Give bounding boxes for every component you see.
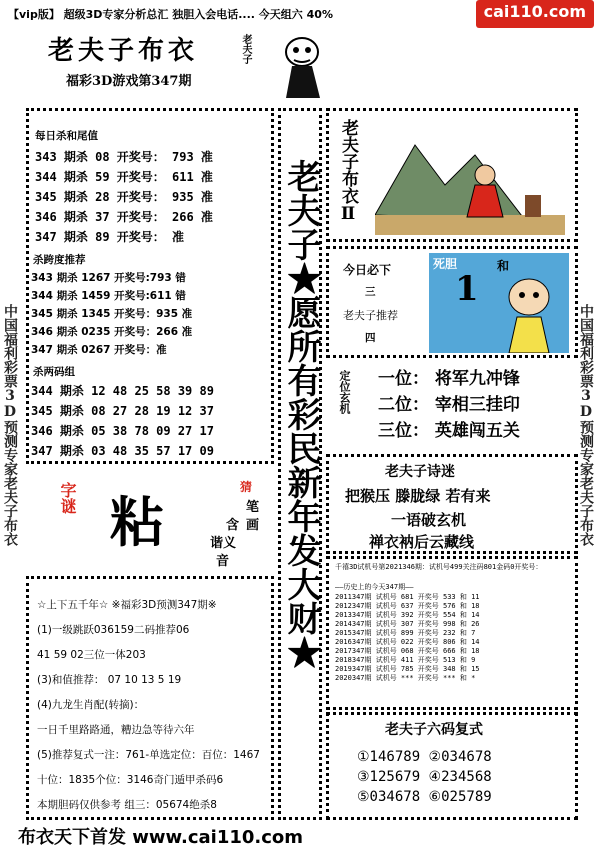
table-row: 2017347期 试机号 068 开奖号 666 和 18 [335,647,480,655]
daily-kill-list [35,147,213,247]
list-item: ①146789 ②034678 [357,749,492,765]
riddle-left-text: 字谜 [58,482,77,514]
list-item: 三位： 英雄闯五关 [378,421,520,441]
today-label: 今日必下 [343,263,392,277]
riddle-big-char: 粘 [110,490,164,554]
site-logo[interactable]: cai110.com [476,0,594,28]
list-item: 41 59 02三位一体203 [37,649,146,661]
list-item: 347 期杀 03 48 35 57 17 09 [31,444,214,458]
rec-label: 老夫子推荐 [343,309,398,322]
list-item: 346 期杀 0235 开奖号：266 准 [31,326,193,338]
list-item: ③125679 ④234568 [357,769,492,785]
list-item: (5)推荐复式一注：761-单选定位：百位：1467 [37,749,260,761]
poem-line-3: 禅衣衲后云藏线 [369,533,475,551]
table-row: 2019347期 试机号 785 开奖号 348 和 15 [335,665,480,673]
list-item: 345 期杀 1345 开奖号：935 准 [31,308,193,320]
list-item: 二位： 宰相三挂印 [378,395,520,415]
forecast-box [26,576,274,820]
positions-box [326,362,578,452]
six-code-list [357,747,492,807]
comic-illustration [375,125,565,235]
comic-panel [326,108,578,242]
list-item: (1)一级跳跃036159二码推荐06 [37,624,190,636]
positions-label: 定位玄机 [338,370,351,414]
two-code-list [31,381,214,461]
six-code-title: 老夫子六码复式 [385,722,483,738]
footer-text: 布衣天下首发 www.cai110.com [18,827,304,848]
table-row: 2013347期 试机号 392 开奖号 554 和 14 [335,611,480,619]
history-list [335,593,480,683]
badge-number: 1 [455,269,479,309]
left-side-text: 中国福利彩票3D预测专家老夫子布衣 [2,304,18,546]
list-item: 一日千里路路通，糟边急等待六年 [37,724,195,736]
two-code-heading: 杀两码组 [33,366,75,378]
riddle-hint: 猜 笔 画 含 谐义 音 [210,480,260,569]
list-item: 一位： 将军九冲锋 [378,369,520,389]
riddle-box [26,468,274,572]
left-stats-box [26,108,274,464]
six-code-box [326,712,578,820]
positions-list [378,366,520,444]
list-item: 345 期杀 08 27 28 19 12 37 [31,404,214,418]
poem-title: 老夫子诗迷 [385,464,455,480]
table-row: 2011347期 试机号 681 开奖号 533 和 11 [335,593,480,601]
right-side-text: 中国福利彩票3D预测专家老夫子布衣 [578,304,594,546]
history-box [326,556,578,710]
list-item: 344 期杀 1459 开奖号:611 错 [31,290,186,302]
cartoon-portrait [272,28,328,100]
table-row: 2016347期 试机号 022 开奖号 806 和 14 [335,638,480,646]
list-item: 343 期杀 08 开奖号： 793 准 [35,150,213,164]
span-list [31,269,192,359]
span-heading: 杀跨度推荐 [33,254,86,266]
center-slogan-box [278,108,322,820]
must-down-box [326,246,578,358]
badge-illustration [429,253,569,353]
list-item: 346 期杀 05 38 78 09 27 17 [31,424,214,438]
table-row: 2014347期 试机号 307 开奖号 998 和 26 [335,620,480,628]
poem-line-1: 把猴压 滕胧绿 若有来 [345,487,491,505]
brand-title: 老夫子布衣 [48,36,199,66]
table-row: 2018347期 试机号 411 开奖号 513 和 9 [335,656,476,664]
daily-kill-heading: 每日杀和尾值 [35,130,98,142]
list-item: 347 期杀 0267 开奖号：准 [31,344,167,356]
rec-value: 四 [365,332,376,344]
list-item: 十位：1835个位：3146奇门遁甲杀码6 [37,774,224,786]
table-row: 2012347期 试机号 637 开奖号 576 和 18 [335,602,480,610]
list-item: ⑤034678 ⑥025789 [357,789,492,805]
table-row: 2015347期 试机号 899 开奖号 232 和 7 [335,629,476,637]
poem-box [326,454,578,554]
issue-title: 福彩3D游戏第347期 [66,74,192,89]
list-item: 344 期杀 59 开奖号： 611 准 [35,170,213,184]
list-item: 346 期杀 37 开奖号： 266 准 [35,210,213,224]
poem-line-2: 一语破玄机 [391,511,467,529]
center-slogan: 老夫子★愿所有彩民新年发大财★ [281,159,321,669]
history-intro: 千禧3D试机号第2021346期：试机号499关注码801金码0开奖号： [335,563,543,571]
list-item: 345 期杀 28 开奖号： 935 准 [35,190,213,204]
badge-side: 和 [497,259,510,273]
list-item: 347 期杀 89 开奖号： 准 [35,230,185,244]
list-item: 343 期杀 1267 开奖号:793 错 [31,272,186,284]
list-item: ☆上下五千年☆ ※福彩3D预测347期※ [37,599,217,611]
badge-top: 死胆 [433,257,458,271]
table-row: 2020347期 试机号 *** 开奖号 *** 和 * [335,674,476,682]
history-sub: ——历史上的今天347期—— [335,583,414,591]
header-ticker: 【vip版】 超级3D专家分析总汇 独胆入会电话.... 今天组六 40% [0,0,600,26]
today-value: 三 [365,286,376,298]
list-item: 344 期杀 12 48 25 58 39 89 [31,384,214,398]
signature-text: 老夫子 [240,34,251,64]
list-item: (4)九龙生肖配(转摘)： [37,699,145,711]
list-item: (3)和值推荐： 07 10 13 5 19 [37,674,182,686]
list-item: 本期胆码仅供参考 组三：05674绝杀8 [37,799,217,811]
comic-title: 老夫子布衣Ⅱ [338,119,358,224]
forecast-list [37,593,260,818]
